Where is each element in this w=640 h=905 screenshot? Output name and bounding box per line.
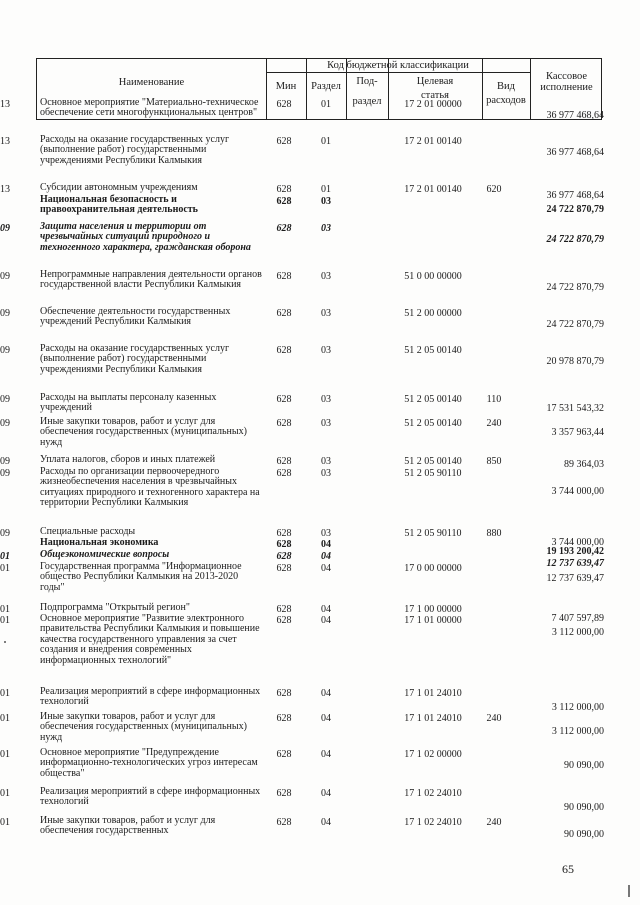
row-target: 51 2 05 00140 xyxy=(404,456,462,467)
row-section: 03 xyxy=(321,456,331,467)
row-amount: 90 090,00 xyxy=(564,802,604,813)
row-subsection: 09 xyxy=(0,308,10,319)
row-target: 51 0 00 00000 xyxy=(404,271,462,282)
column-header-target xyxy=(388,76,482,101)
row-name: Иные закупки товаров, работ и услуг для обеспечения государственных (муниципальных) нужд xyxy=(40,711,247,743)
row-name: Расходы на оказание государственных услуг (выполнение работ) государственными учреждениями Республики Калмыкия xyxy=(40,134,230,166)
row-amount: 19 193 200,42 xyxy=(546,546,604,557)
row-amount: 89 364,03 xyxy=(564,459,604,470)
row-name: Расходы по организации первоочередного жизнеобеспечения населения в чрезвычайных ситуациях природного и техногенного характера на территории Республики Калмыкия xyxy=(40,466,260,509)
row-ministry: 628 xyxy=(276,604,292,615)
row-section: 03 xyxy=(321,271,331,282)
column-header-exptype-line2: расходов xyxy=(486,95,526,106)
row-name: Обеспечение деятельности государственных учреждений Республики Калмыкия xyxy=(40,306,231,328)
row-amount: 7 407 597,89 xyxy=(551,613,604,624)
row-amount: 24 722 870,79 xyxy=(546,234,604,245)
row-name: Иные закупки товаров, работ и услуг для обеспечения государственных (муниципальных) нужд xyxy=(40,416,247,448)
row-subsection: 13 xyxy=(0,99,10,110)
row-section: 04 xyxy=(321,539,331,550)
row-exptype: 110 xyxy=(486,394,502,405)
column-header-subsection-line1: Под- xyxy=(356,76,378,87)
row-ministry: 628 xyxy=(276,788,292,799)
page-number: 65 xyxy=(562,862,574,876)
row-name: Общеэкономические вопросы xyxy=(40,549,170,560)
row-section: 04 xyxy=(321,615,331,626)
column-header-code-group: Код бюджетной классификации xyxy=(327,60,469,71)
row-ministry: 628 xyxy=(276,184,292,195)
row-amount: 12 737 639,47 xyxy=(546,573,604,584)
row-subsection: 09 xyxy=(0,418,10,429)
scan-edge-mark xyxy=(628,885,630,897)
row-ministry: 628 xyxy=(276,528,292,539)
row-section: 03 xyxy=(321,345,331,356)
row-subsection: 09 xyxy=(0,468,10,479)
row-subsection: 09 xyxy=(0,345,10,356)
row-section: 01 xyxy=(321,184,331,195)
row-ministry: 628 xyxy=(276,308,292,319)
row-target: 51 2 05 90110 xyxy=(404,468,462,479)
column-header-section: Раздел xyxy=(311,81,341,92)
row-exptype: 880 xyxy=(486,528,502,539)
row-exptype: 620 xyxy=(486,184,502,195)
row-name: Защита населения и территории от чрезвычайных ситуаций природного и техногенного характера, гражданская оборона xyxy=(40,221,251,253)
row-ministry: 628 xyxy=(276,196,292,207)
row-ministry: 628 xyxy=(276,345,292,356)
row-amount: 36 977 468,64 xyxy=(546,190,604,201)
row-amount: 12 737 639,47 xyxy=(546,558,604,569)
row-target: 17 1 01 24010 xyxy=(404,713,462,724)
row-subsection: 01 xyxy=(0,688,10,699)
row-subsection: 01 xyxy=(0,604,10,615)
row-ministry: 628 xyxy=(276,817,292,828)
row-section: 03 xyxy=(321,528,331,539)
row-section: 03 xyxy=(321,308,331,319)
row-name: Подпрограмма "Открытый регион" xyxy=(40,602,190,613)
row-target: 17 2 01 00140 xyxy=(404,184,462,195)
row-section: 01 xyxy=(321,136,331,147)
row-target: 51 2 05 90110 xyxy=(404,528,462,539)
row-section: 04 xyxy=(321,817,331,828)
row-name: Основное мероприятие "Предупреждение информационно-технологических угроз интересам общества" xyxy=(40,747,258,779)
row-target: 17 2 01 00140 xyxy=(404,136,462,147)
column-header-amount-line1: Кассовое xyxy=(545,71,588,82)
column-header-amount xyxy=(530,71,603,93)
row-name: Основное мероприятие "Развитие электронного правительства Республики Калмыкия и повышение качества государственного управления за счет создания и внедрения современных информационных технологий" xyxy=(40,613,260,666)
row-ministry: 628 xyxy=(276,271,292,282)
row-target: 17 1 02 24010 xyxy=(404,817,462,828)
scan-speck xyxy=(4,641,6,643)
row-amount: 17 531 543,32 xyxy=(546,403,604,414)
row-target: 17 1 00 00000 xyxy=(404,604,462,615)
row-ministry: 628 xyxy=(276,223,292,234)
column-header-target-line2: статья xyxy=(421,90,449,101)
row-exptype: 240 xyxy=(486,713,502,724)
row-amount: 90 090,00 xyxy=(564,829,604,840)
row-subsection: 01 xyxy=(0,788,10,799)
row-section: 04 xyxy=(321,749,331,760)
row-name: Субсидии автономным учреждениям xyxy=(40,182,198,193)
row-target: 17 0 00 00000 xyxy=(404,563,462,574)
row-ministry: 628 xyxy=(276,468,292,479)
column-header-exptype xyxy=(482,81,530,106)
row-ministry: 628 xyxy=(276,551,292,562)
row-amount: 3 112 000,00 xyxy=(551,627,604,638)
row-name: Расходы на оказание государственных услуг (выполнение работ) государственными учреждениями Республики Калмыкия xyxy=(40,343,230,375)
row-ministry: 628 xyxy=(276,615,292,626)
row-amount: 36 977 468,64 xyxy=(546,147,604,158)
row-section: 04 xyxy=(321,713,331,724)
row-section: 01 xyxy=(321,99,331,110)
column-header-exptype-line1: Вид xyxy=(497,81,515,92)
row-amount: 3 112 000,00 xyxy=(551,702,604,713)
row-amount: 3 357 963,44 xyxy=(551,427,604,438)
row-name: Государственная программа "Информационное общество Республики Калмыкия на 2013-2020 годы" xyxy=(40,561,242,593)
row-subsection: 09 xyxy=(0,271,10,282)
row-exptype: 240 xyxy=(486,817,502,828)
row-section: 04 xyxy=(321,563,331,574)
row-subsection: 13 xyxy=(0,136,10,147)
row-ministry: 628 xyxy=(276,688,292,699)
row-target: 51 2 05 00140 xyxy=(404,394,462,405)
row-name: Непрограммные направления деятельности органов государственной власти Республики Калмыкия xyxy=(40,269,262,291)
row-subsection: 01 xyxy=(0,749,10,760)
column-header-target-line1: Целевая xyxy=(416,76,454,87)
column-header-name: Наименование xyxy=(118,77,185,88)
row-exptype: 850 xyxy=(486,456,502,467)
column-header-subsection-line2: раздел xyxy=(352,96,382,107)
row-ministry: 628 xyxy=(276,136,292,147)
row-ministry: 628 xyxy=(276,563,292,574)
row-exptype: 240 xyxy=(486,418,502,429)
row-section: 04 xyxy=(321,688,331,699)
row-name: Основное мероприятие "Материально-техническое обеспечение сети многофункциональных центров" xyxy=(40,97,259,119)
row-amount: 90 090,00 xyxy=(564,760,604,771)
row-target: 17 1 01 00000 xyxy=(404,615,462,626)
row-ministry: 628 xyxy=(276,418,292,429)
row-subsection: 09 xyxy=(0,456,10,467)
row-amount: 24 722 870,79 xyxy=(546,319,604,330)
row-name: Расходы на выплаты персоналу казенных учреждений xyxy=(40,392,217,414)
row-section: 03 xyxy=(321,223,331,234)
row-subsection: 01 xyxy=(0,551,10,562)
row-section: 04 xyxy=(321,551,331,562)
row-section: 03 xyxy=(321,418,331,429)
row-section: 04 xyxy=(321,604,331,615)
header-divider xyxy=(266,72,530,73)
row-section: 03 xyxy=(321,196,331,207)
row-target: 17 1 02 00000 xyxy=(404,749,462,760)
row-subsection: 13 xyxy=(0,184,10,195)
row-name: Уплата налогов, сборов и иных платежей xyxy=(40,454,216,465)
row-section: 03 xyxy=(321,394,331,405)
row-ministry: 628 xyxy=(276,713,292,724)
row-ministry: 628 xyxy=(276,456,292,467)
row-amount: 3 744 000,00 xyxy=(551,486,604,497)
row-target: 51 2 05 00140 xyxy=(404,418,462,429)
row-ministry: 628 xyxy=(276,749,292,760)
row-subsection: 09 xyxy=(0,394,10,405)
row-name: Национальная экономика xyxy=(40,537,159,548)
row-amount: 20 978 870,79 xyxy=(546,356,604,367)
row-target: 17 2 01 00000 xyxy=(404,99,462,110)
row-name: Реализация мероприятий в сфере информационных технологий xyxy=(40,786,261,808)
row-amount: 3 744 000,00 xyxy=(551,537,604,548)
row-section: 03 xyxy=(321,468,331,479)
column-header-ministry: Мин xyxy=(275,81,297,92)
row-target: 51 2 00 00000 xyxy=(404,308,462,319)
row-ministry: 628 xyxy=(276,99,292,110)
row-amount: 24 722 870,79 xyxy=(546,204,604,215)
row-subsection: 01 xyxy=(0,713,10,724)
row-amount: 36 977 468,64 xyxy=(546,110,604,121)
row-target: 17 1 01 24010 xyxy=(404,688,462,699)
row-amount: 3 112 000,00 xyxy=(551,726,604,737)
row-subsection: 01 xyxy=(0,563,10,574)
row-subsection: 01 xyxy=(0,615,10,626)
row-target: 51 2 05 00140 xyxy=(404,345,462,356)
column-header-amount-line2: исполнение xyxy=(540,82,593,93)
row-name: Национальная безопасность и правоохранительная деятельность xyxy=(40,194,198,216)
row-section: 04 xyxy=(321,788,331,799)
row-subsection: 09 xyxy=(0,223,10,234)
row-name: Реализация мероприятий в сфере информационных технологий xyxy=(40,686,261,708)
row-subsection: 01 xyxy=(0,817,10,828)
row-name: Специальные расходы xyxy=(40,526,136,537)
row-name: Иные закупки товаров, работ и услуг для обеспечения государственных xyxy=(40,815,216,837)
row-ministry: 628 xyxy=(276,539,292,550)
row-ministry: 628 xyxy=(276,394,292,405)
row-amount: 24 722 870,79 xyxy=(546,282,604,293)
row-subsection: 09 xyxy=(0,528,10,539)
row-target: 17 1 02 24010 xyxy=(404,788,462,799)
